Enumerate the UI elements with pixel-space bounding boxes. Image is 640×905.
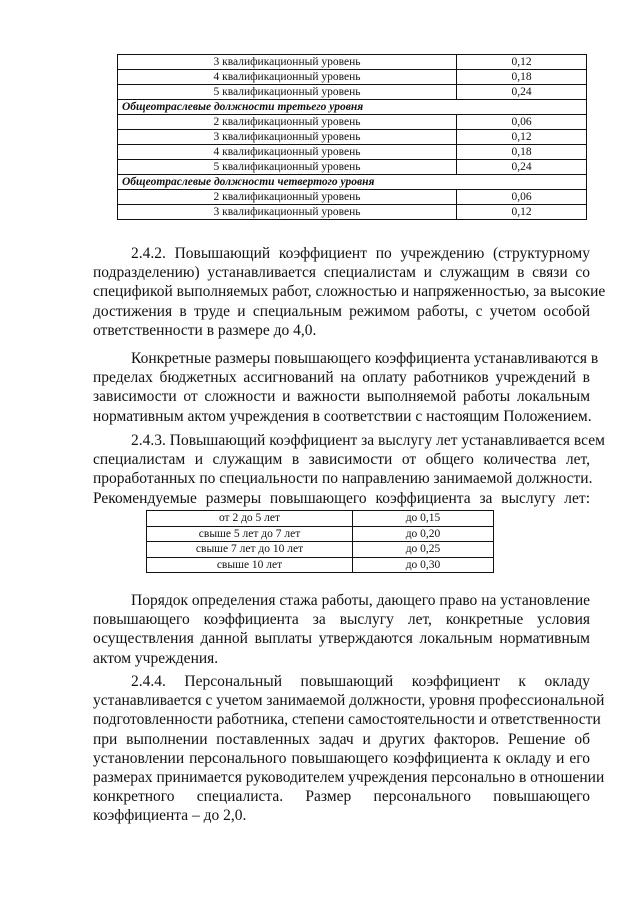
text-line: зависимости от сложности и важности выполняемой работы локальным — [93, 388, 590, 406]
coefficient-cell: 0,12 — [457, 205, 587, 220]
table-row — [118, 115, 587, 130]
group-heading: Общеотраслевые должности третьего уровня — [118, 100, 587, 115]
table-group-row — [118, 100, 587, 115]
qualification-level-cell: 2 квалификационный уровень — [118, 190, 457, 205]
qualification-level-cell: 4 квалификационный уровень — [118, 145, 457, 160]
coefficient-cell: 0,12 — [457, 130, 587, 145]
table-row — [118, 190, 587, 205]
coefficient-cell: 0,18 — [457, 145, 587, 160]
qualification-level-cell: 2 квалификационный уровень — [118, 115, 457, 130]
qualification-level-cell: 5 квалификационный уровень — [118, 160, 457, 175]
text-line: повышающего коэффициента за выслугу лет, конкретные условия — [93, 611, 590, 629]
table-row — [118, 160, 587, 175]
text-line: специалистам и служащим в зависимости от общего количества лет, — [93, 451, 590, 469]
text-line: достижения в труде и специальным режимом работы, с учетом особой — [93, 302, 590, 320]
qualification-level-cell: 3 квалификационный уровень — [118, 205, 457, 220]
table-row — [118, 145, 587, 160]
paragraph-2-4-3 — [93, 431, 605, 508]
paragraph-2-4-4 — [93, 672, 605, 826]
text-line: Порядок определения стажа работы, дающего право на установление — [131, 592, 590, 609]
coefficient-cell: 0,24 — [457, 160, 587, 175]
seniority-table-body — [147, 511, 494, 573]
table-row — [147, 557, 494, 573]
seniority-coefficient-table — [146, 510, 494, 573]
text-line: 2.4.4. Персональный повышающий коэффициент к окладу — [131, 673, 590, 690]
text-line: коэффициента – до 2,0. — [93, 807, 247, 825]
coefficient-cell: 0,06 — [457, 190, 587, 205]
text-line: ответственности в размере до 4,0. — [93, 321, 317, 339]
coefficient-cell: 0,24 — [457, 85, 587, 100]
text-line: подготовленности работника, степени самостоятельности и ответственности — [93, 711, 601, 729]
table-row — [147, 511, 494, 527]
table-row — [118, 55, 587, 70]
coefficient-cell: 0,12 — [457, 55, 587, 70]
text-line: спецификой выполняемых работ, сложностью и напряженностью, за высокие — [93, 283, 606, 301]
paragraph-2-4-2-sizes — [93, 349, 599, 426]
text-line: при выполнении поставленных задач и других факторов. Решение об — [93, 730, 590, 748]
table-row — [118, 130, 587, 145]
qualification-level-cell: 5 квалификационный уровень — [118, 85, 457, 100]
seniority-period-cell: свыше 10 лет — [147, 557, 353, 573]
qualification-level-cell: 3 квалификационный уровень — [118, 130, 457, 145]
text-line: размерах принимается руководителем учреждения персонально в отношении — [93, 769, 605, 787]
seniority-period-cell: свыше 7 лет до 10 лет — [147, 542, 353, 558]
qualification-level-coefficient-table — [117, 54, 587, 220]
table-row — [118, 205, 587, 220]
coefficient-cell: до 0,25 — [353, 542, 494, 558]
table-group-row — [118, 175, 587, 190]
text-line: установлении персонального повышающего коэффициента к окладу и его — [93, 749, 590, 767]
text-line: актом учреждения. — [93, 649, 219, 667]
text-line: нормативным актом учреждения в соответствии с настоящим Положением. — [93, 407, 592, 425]
paragraph-2-4-2 — [93, 244, 606, 340]
table-row — [147, 542, 494, 558]
table-row — [118, 70, 587, 85]
table-row — [118, 85, 587, 100]
text-line: Рекомендуемые размеры повышающего коэффициента за выслугу лет: — [93, 489, 590, 507]
text-line: 2.4.3. Повышающий коэффициент за выслугу лет устанавливается всем — [131, 432, 605, 449]
coefficient-cell: до 0,20 — [353, 526, 494, 542]
text-line: устанавливается с учетом занимаемой должности, уровня профессиональной — [93, 692, 605, 710]
seniority-period-cell: от 2 до 5 лет — [147, 511, 353, 527]
paragraph-seniority-order — [93, 591, 590, 668]
text-line: Конкретные размеры повышающего коэффициента устанавливаются в — [131, 350, 599, 367]
text-line: проработанных по специальности по направлению занимаемой должности. — [93, 470, 593, 488]
coefficient-cell: до 0,30 — [353, 557, 494, 573]
table-row — [147, 526, 494, 542]
text-line: конкретного специалиста. Размер персонального повышающего — [93, 788, 590, 806]
coefficient-cell: 0,18 — [457, 70, 587, 85]
coefficient-cell: 0,06 — [457, 115, 587, 130]
qualification-level-cell: 3 квалификационный уровень — [118, 55, 457, 70]
qualification-level-cell: 4 квалификационный уровень — [118, 70, 457, 85]
group-heading: Общеотраслевые должности четвертого уровня — [118, 175, 587, 190]
qualification-level-table-body — [118, 55, 587, 220]
coefficient-cell: до 0,15 — [353, 511, 494, 527]
text-line: подразделению) устанавливается специалистам и служащим в связи со — [93, 264, 590, 282]
text-line: осуществления данной выплаты утверждаются локальным нормативным — [93, 630, 590, 648]
text-line: пределах бюджетных ассигнований на оплату работников учреждений в — [93, 369, 590, 387]
seniority-period-cell: свыше 5 лет до 7 лет — [147, 526, 353, 542]
text-line: 2.4.2. Повышающий коэффициент по учреждению (структурному — [131, 245, 590, 262]
